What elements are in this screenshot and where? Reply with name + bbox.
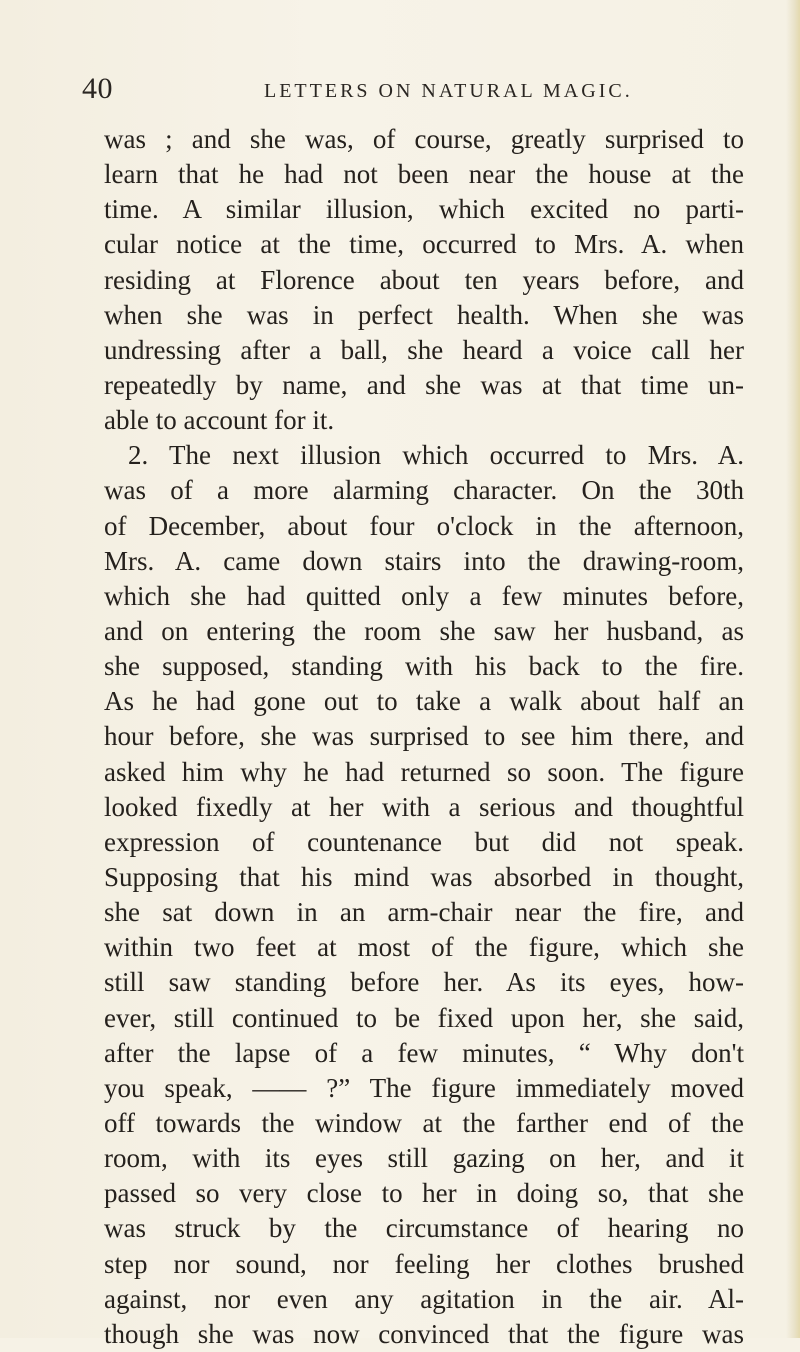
text-line: looked fixedly at her with a serious and thoughtful bbox=[104, 791, 744, 822]
text-line: Supposing that his mind was absorbed in thought, bbox=[104, 861, 744, 892]
text-line: against, nor even any agitation in the air. Al- bbox=[104, 1283, 744, 1314]
text-line: within two feet at most of the figure, which she bbox=[104, 932, 744, 963]
page-edge bbox=[786, 0, 800, 1338]
text-line: after the lapse of a few minutes, “ Why don't bbox=[104, 1037, 744, 1068]
text-line: of December, about four o'clock in the afternoon, bbox=[104, 510, 744, 541]
text-line: which she had quitted only a few minutes before, bbox=[104, 580, 744, 611]
running-title: LETTERS ON NATURAL MAGIC. bbox=[264, 80, 633, 102]
text-line: As he had gone out to take a walk about half an bbox=[104, 686, 744, 717]
text-line: she sat down in an arm-chair near the fire, and bbox=[104, 897, 744, 928]
text-line: expression of countenance but did not speak. bbox=[104, 826, 744, 857]
text-line: you speak, —— ?” The figure immediately moved bbox=[104, 1072, 744, 1103]
text-line: when she was in perfect health. When she was bbox=[104, 299, 744, 330]
text-line: still saw standing before her. As its eyes, how- bbox=[104, 967, 744, 998]
text-line: passed so very close to her in doing so, that she bbox=[104, 1178, 744, 1209]
text-line: Mrs. A. came down stairs into the drawing-room, bbox=[104, 545, 744, 576]
text-line: time. A similar illusion, which excited no parti- bbox=[104, 194, 744, 225]
text-line: cular notice at the time, occurred to Mrs. A. when bbox=[104, 229, 744, 260]
text-line: learn that he had not been near the house at the bbox=[104, 159, 744, 190]
text-line: she supposed, standing with his back to the fire. bbox=[104, 651, 744, 682]
text-line: able to account for it. bbox=[104, 405, 335, 436]
text-line: and on entering the room she saw her husband, as bbox=[104, 615, 744, 646]
body-text bbox=[104, 122, 744, 1352]
text-line: though she was now convinced that the figure was bbox=[104, 1318, 744, 1349]
page-number: 40 bbox=[82, 72, 113, 105]
text-line: was of a more alarming character. On the 30th bbox=[104, 475, 744, 506]
text-line: was ; and she was, of course, greatly surprised to bbox=[104, 124, 744, 154]
text-line: asked him why he had returned so soon. The figure bbox=[104, 756, 744, 787]
text-line: undressing after a ball, she heard a voice call her bbox=[104, 334, 744, 365]
text-line: was struck by the circumstance of hearing no bbox=[104, 1213, 744, 1244]
text-line: hour before, she was surprised to see him there, and bbox=[104, 721, 744, 752]
text-line: room, with its eyes still gazing on her, and it bbox=[104, 1143, 744, 1174]
text-line: residing at Florence about ten years before, and bbox=[104, 264, 744, 295]
text-line: off towards the window at the farther end of the bbox=[104, 1107, 744, 1138]
text-line: step nor sound, nor feeling her clothes brushed bbox=[104, 1248, 744, 1279]
text-line: 2. The next illusion which occurred to Mrs. A. bbox=[128, 440, 744, 471]
text-line: repeatedly by name, and she was at that time un- bbox=[104, 369, 744, 400]
running-header bbox=[82, 72, 742, 108]
text-line: ever, still continued to be fixed upon her, she said, bbox=[104, 1002, 744, 1033]
